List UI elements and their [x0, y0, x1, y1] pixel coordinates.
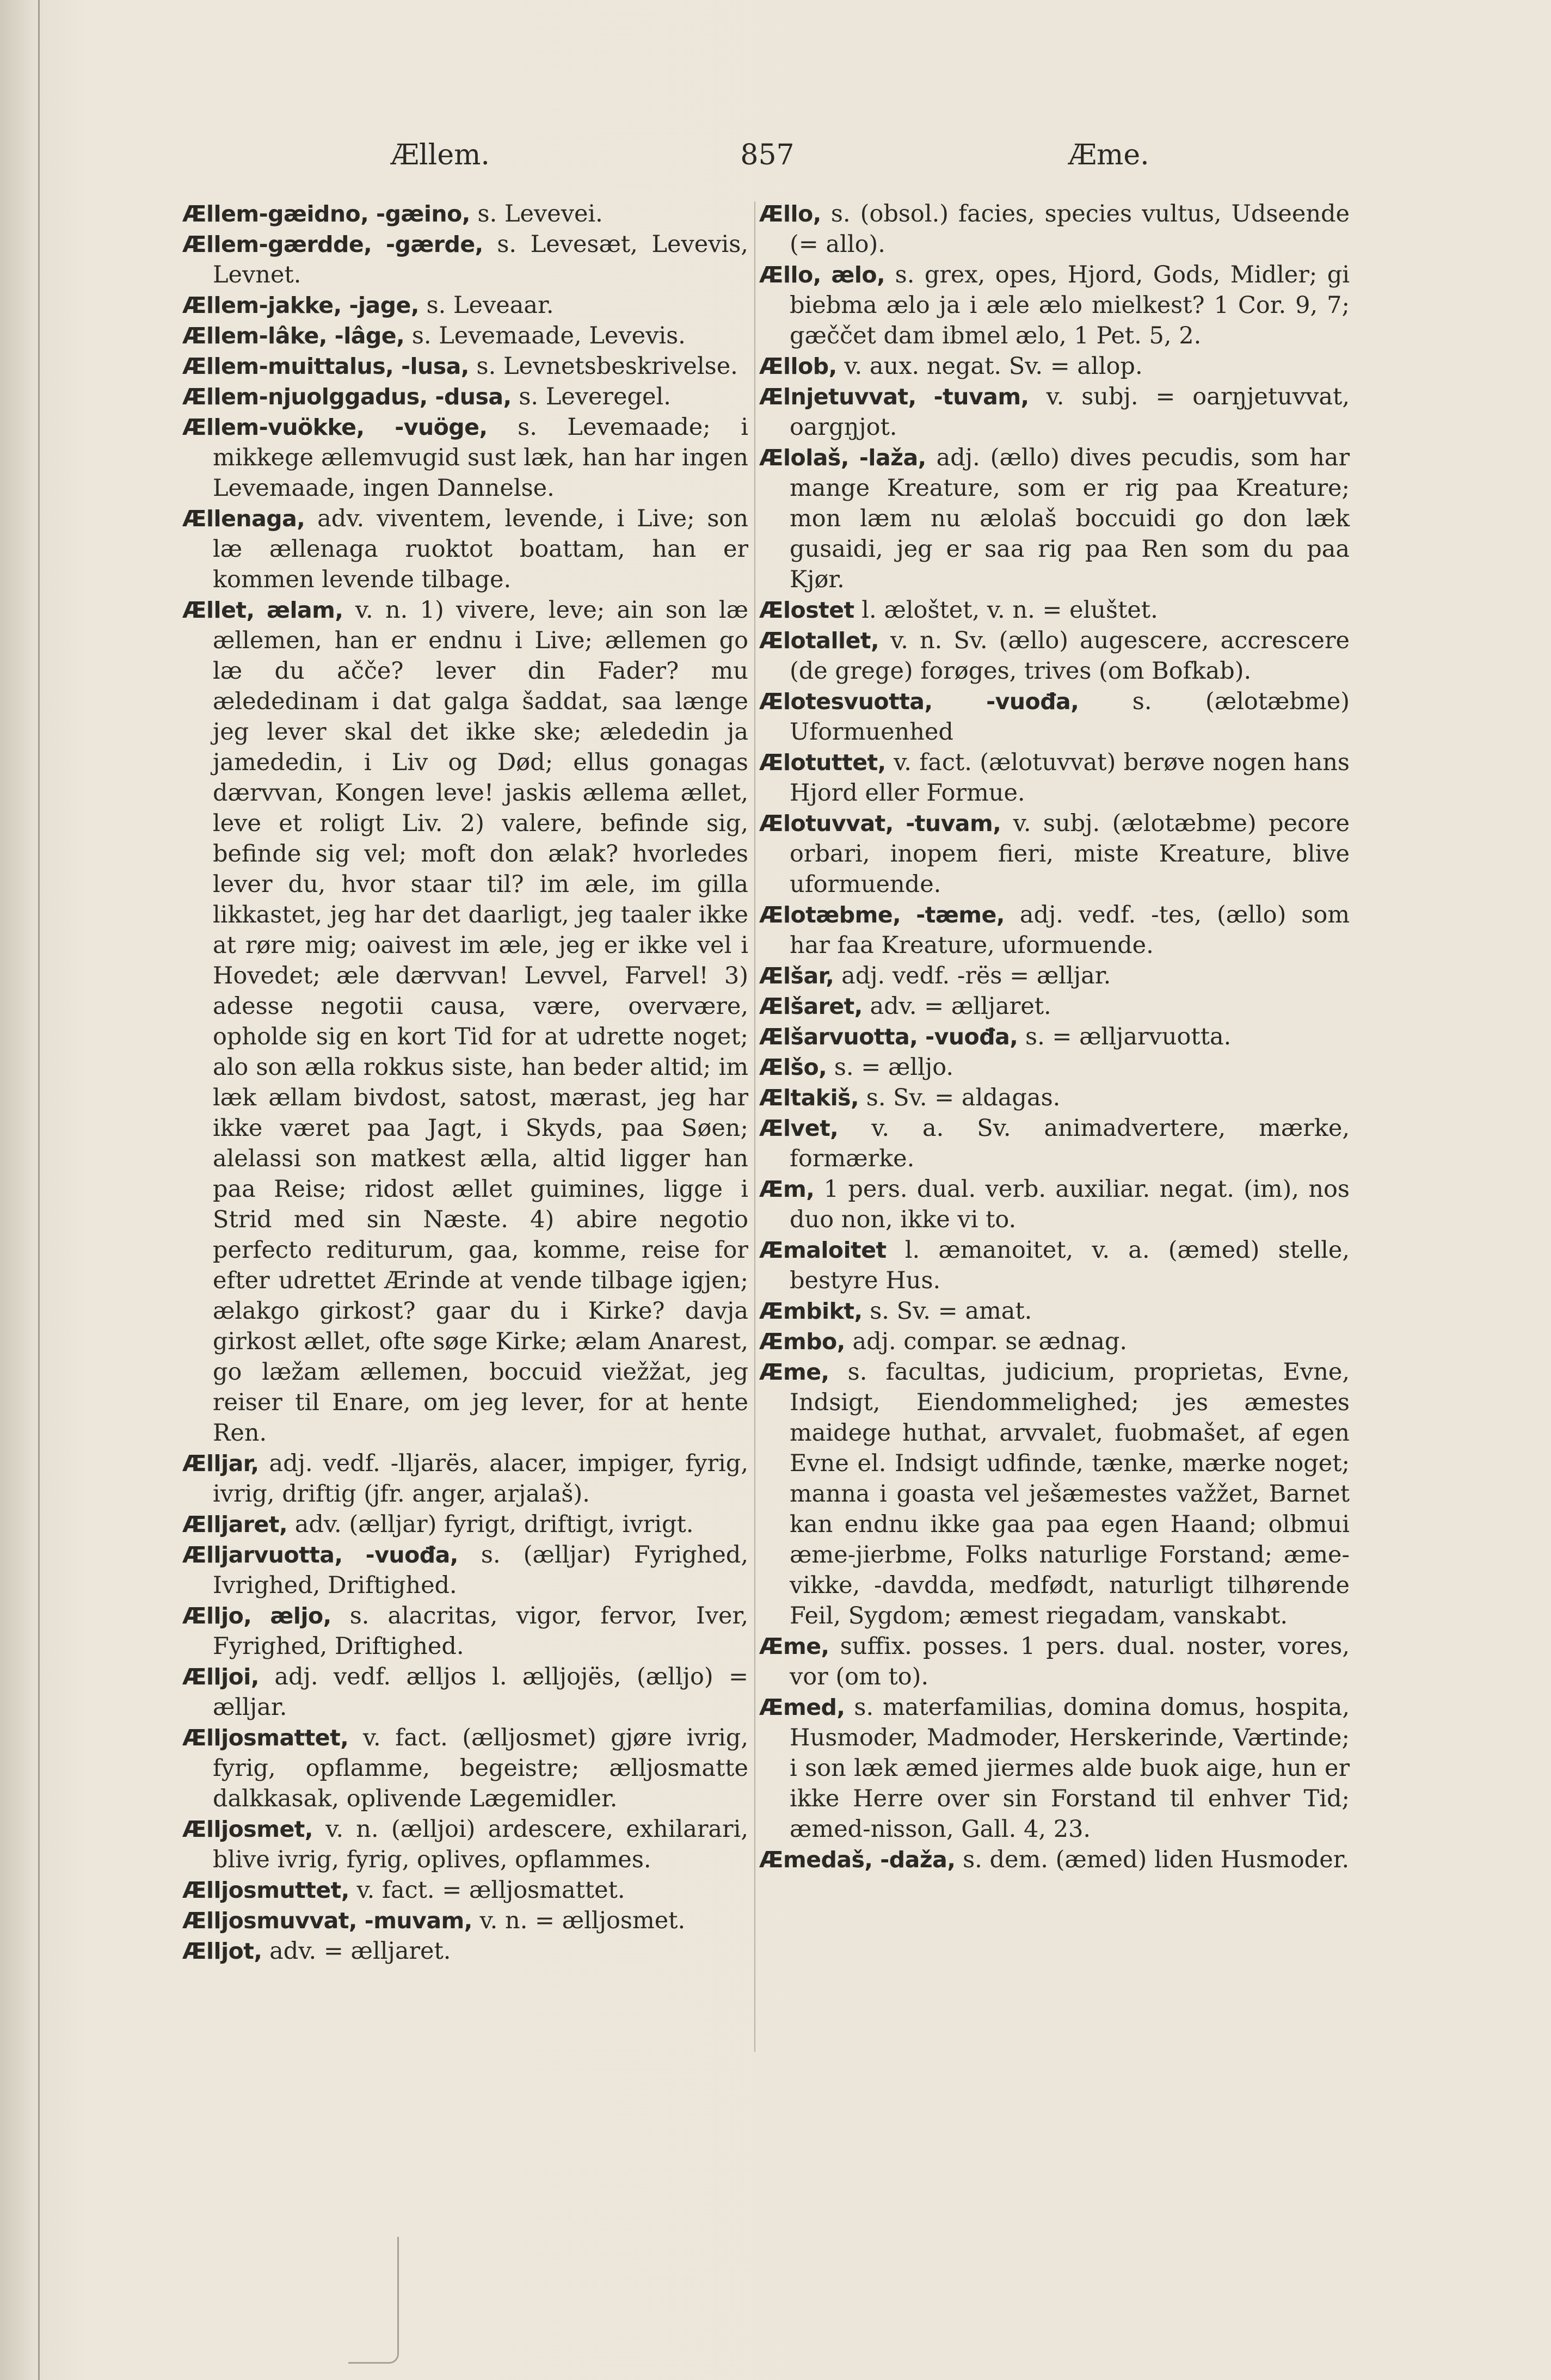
- entry-definition: s. Sv. = aldagas.: [866, 1084, 1061, 1111]
- entry-headword: Ælotuttet,: [759, 749, 886, 776]
- dictionary-entry: [759, 1052, 1350, 1083]
- dictionary-entry: [759, 747, 1350, 808]
- page-number: 857: [740, 139, 795, 171]
- entry-definition: s. grex, opes, Hjord, Gods, Midler; gi biebma ælo ja i æle ælo mielkest? 1 Cor. 9, 7; gæččet dam ibmel ælo, 1 Pet. 5, 2.: [790, 261, 1350, 349]
- entry-headword: Ælotæbme, -tæme,: [759, 902, 1005, 928]
- dictionary-entry: [759, 1326, 1350, 1357]
- entry-definition: s. Levesæt, Levevis, Levnet.: [213, 231, 748, 288]
- dictionary-entry: [759, 991, 1350, 1022]
- entry-headword: Ællem-gærdde, -gærde,: [182, 231, 483, 257]
- entry-definition: s. alacritas, vigor, fervor, Iver, Fyrighed, Driftighed.: [213, 1602, 748, 1660]
- entry-definition: adj. vedf. ælljos l. ælljojës, (ælljo) = ælljar.: [213, 1663, 748, 1721]
- dictionary-entry: [759, 1022, 1350, 1052]
- entry-headword: Ællem-vuökke, -vuöge,: [182, 414, 488, 440]
- entry-definition: adj. compar. se ædnag.: [852, 1328, 1128, 1355]
- entry-definition: s. Levemaade, Levevis.: [411, 322, 686, 349]
- entry-definition: s. Levemaade; i mikkege ællemvugid sust læk, han har ingen Levemaade, ingen Dannelse.: [213, 414, 749, 502]
- entry-headword: Ælljar,: [182, 1450, 259, 1477]
- entry-definition: s. (obsol.) facies, species vultus, Udseende (= allo).: [790, 200, 1350, 258]
- entry-headword: Ællenaga,: [182, 506, 305, 532]
- entry-headword: Ælljosmet,: [182, 1816, 313, 1842]
- entry-headword: Ælšar,: [759, 963, 834, 989]
- dictionary-entry: [759, 199, 1350, 260]
- entry-definition: suffix. posses. 1 pers. dual. noster, vores, vor (om to).: [790, 1633, 1350, 1690]
- dictionary-entry: [759, 595, 1350, 625]
- dictionary-entry: [759, 1113, 1350, 1174]
- margin-bracket: [348, 2237, 399, 2364]
- dictionary-entry: [182, 503, 748, 595]
- right-column: [759, 199, 1350, 1875]
- dictionary-entry: [759, 1296, 1350, 1326]
- dictionary-entry: [759, 382, 1350, 442]
- dictionary-entry: [182, 1662, 748, 1723]
- entry-headword: Ælolaš, -laža,: [759, 445, 926, 471]
- entry-headword: Ælnjetuvvat, -tuvam,: [759, 384, 1029, 410]
- dictionary-entry: [759, 961, 1350, 991]
- entry-headword: Ælljot,: [182, 1938, 262, 1964]
- entry-headword: Ællem-muittalus, -lusa,: [182, 353, 469, 379]
- entry-definition: s. (ælljar) Fyrighed, Ivrighed, Driftighed.: [213, 1541, 748, 1599]
- entry-definition: adv. = ælljaret.: [269, 1938, 451, 1965]
- entry-headword: Ællet, ælam,: [182, 597, 343, 623]
- entry-definition: adj. (ællo) dives pecudis, som har mange Kreature, som er rig paa Kreature; mon læm nu ælolaš boccuidi go don læk gusaidi, jeg er saa rig paa Ren som du paa Kjør.: [790, 444, 1350, 593]
- dictionary-entry: [759, 808, 1350, 900]
- entry-headword: Ælšo,: [759, 1054, 827, 1080]
- entry-headword: Ællo, ælo,: [759, 262, 885, 288]
- entry-definition: s. dem. (æmed) liden Husmoder.: [963, 1846, 1350, 1873]
- entry-definition: v. subj. (ælotæbme) pecore orbari, inopem fieri, miste Kreature, blive uformuende.: [790, 810, 1350, 898]
- entry-definition: s. = ælljo.: [834, 1054, 954, 1081]
- binding-edge: [38, 0, 40, 2380]
- entry-headword: Ælljarvuotta, -vuođa,: [182, 1542, 458, 1568]
- entry-headword: Ælotallet,: [759, 628, 879, 654]
- entry-headword: Æm,: [759, 1176, 815, 1202]
- entry-headword: Ælostet: [759, 597, 854, 623]
- entry-definition: l. æloštet, v. n. = eluštet.: [861, 596, 1158, 624]
- entry-headword: Ælljosmuvvat, -muvam,: [182, 1908, 472, 1934]
- entry-definition: v. n. = ælljosmet.: [479, 1907, 686, 1934]
- entry-definition: v. n. Sv. (ællo) augescere, accrescere (de grege) forøges, trives (om Bofkab).: [790, 627, 1350, 685]
- entry-definition: s. facultas, judicium, proprietas, Evne, Indsigt, Eiendommelighed; jes æmestes maidege huthat, arvvalet, fuobmašet, af egen Evne el. Indsigt udfinde, tænke, mærke noget; manna i goasta vel ješæmestes važžet, Barnet kan endnu ikke gaa paa egen Haand; olbmui æme-jierbme, Folks naturlige Forstand; æme-vikke, -davdda, medfødt, naturligt tilhørende Feil, Sygdom; æmest riegadam, vanskabt.: [790, 1358, 1350, 1629]
- dictionary-entry: [182, 1936, 748, 1966]
- entry-definition: adj. vedf. -lljarës, alacer, impiger, fyrig, ivrig, driftig (jfr. anger, arjalaš).: [213, 1450, 748, 1508]
- dictionary-entry: [759, 260, 1350, 351]
- entry-headword: Ælljosmattet,: [182, 1725, 349, 1751]
- entry-definition: adv. = ælljaret.: [870, 993, 1051, 1020]
- running-head-left: Ællem.: [391, 139, 490, 171]
- entry-definition: s. Leveregel.: [519, 383, 671, 410]
- entry-definition: s. Levevei.: [477, 200, 603, 227]
- entry-headword: Ælotesvuotta, -vuođa,: [759, 688, 1079, 715]
- entry-definition: s. materfamilias, domina domus, hospita, Husmoder, Madmoder, Herskerinde, Værtinde; i son læk æmed jiermes alde buok aige, hun er ikke Herre over sin Forstand til enhver Tid; æmed-nisson, Gall. 4, 23.: [790, 1694, 1350, 1843]
- entry-headword: Ællem-gæidno, -gæino,: [182, 201, 470, 227]
- dictionary-entry: [182, 290, 748, 321]
- left-column: [182, 199, 748, 1966]
- dictionary-entry: [182, 1448, 748, 1509]
- column-rule: [754, 201, 755, 2052]
- dictionary-entry: [182, 229, 748, 290]
- entry-headword: Ællem-jakke, -jage,: [182, 292, 419, 318]
- entry-definition: s. Levnetsbeskrivelse.: [476, 353, 738, 380]
- dictionary-entry: [182, 199, 748, 229]
- dictionary-entry: [759, 351, 1350, 382]
- dictionary-entry: [182, 1905, 748, 1936]
- dictionary-entry: [182, 1814, 748, 1875]
- entry-definition: s. Sv. = amat.: [870, 1297, 1032, 1325]
- entry-definition: 1 pers. dual. verb. auxiliar. negat. (im), nos duo non, ikke vi to.: [790, 1176, 1350, 1233]
- entry-headword: Æltakiš,: [759, 1085, 859, 1111]
- dictionary-entry: [759, 442, 1350, 595]
- entry-headword: Ællem-njuolggadus, -dusa,: [182, 384, 512, 410]
- running-head-right: Æme.: [1068, 139, 1149, 171]
- entry-headword: Ælljaret,: [182, 1511, 288, 1538]
- dictionary-entry: [759, 1692, 1350, 1844]
- entry-headword: Ælotuvvat, -tuvam,: [759, 810, 1001, 837]
- entry-headword: Ællem-lâke, -lâge,: [182, 323, 405, 349]
- dictionary-entry: [182, 412, 748, 503]
- dictionary-entry: [759, 1083, 1350, 1113]
- entry-definition: v. fact. (ælotuvvat) berøve nogen hans Hjord eller Formue.: [790, 749, 1350, 807]
- entry-headword: Æmedaš, -daža,: [759, 1847, 956, 1873]
- entry-definition: v. n. 1) vivere, leve; ain son læ ællemen, han er endnu i Live; ællemen go læ du ačče? lever din Fader? mu æledеdinam i dat galga šaddat, saa længe jeg lever skal det ikke ske; ælededin ja jamededin, i Liv og Død; ellus gonagas dærvvan, Kongen leve! jaskis ællema ællet, leve et roligt Liv. 2) valere, befinde sig, befinde sig vel; moft don ælak? hvorledes lever du, hvor staar til? im æle, im gilla likkastet, jeg har det daarligt, jeg taaler ikke at røre mig; oaivest im æle, jeg er ikke vel i Hovedet; æle dærvvan! Levvel, Farvel! 3) adesse negotii causa, være, overvære, opholde sig en kort Tid for at udrette noget; alo son ælla rokkus siste, han beder altid; im læk ællam bivdost, satost, mærast, jeg har ikke været paa Jagt, i Skyds, paa Søen; alelassi son matkest ælla, altid ligger han paa Reise; ridost ællet guimines, ligge i Strid med sin Næste. 4) abire negotio perfecto rediturum, gaa, komme, reise for efter udrettet Ærinde at vende tilbage igjen; ælakgo girkost? gaar du i Kirke? davja girkost ællet, ofte søge Kirke; ælam Anarest, go læžam ællemen, boccuid viežžat, jeg reiser til Enare, om jeg lever, for at hente Ren.: [213, 596, 749, 1447]
- dictionary-entry: [759, 625, 1350, 686]
- entry-definition: adj. vedf. -rës = ælljar.: [841, 962, 1111, 989]
- entry-headword: Ællo,: [759, 201, 821, 227]
- entry-headword: Æmbo,: [759, 1329, 845, 1355]
- dictionary-entry: [182, 1509, 748, 1540]
- entry-headword: Æmed,: [759, 1694, 845, 1720]
- entry-headword: Ællob,: [759, 353, 837, 379]
- entry-headword: Æmbikt,: [759, 1298, 863, 1324]
- dictionary-entry: [182, 1540, 748, 1601]
- entry-definition: v. a. Sv. animadvertere, mærke, formærke.: [790, 1115, 1350, 1172]
- dictionary-entry: [759, 1357, 1350, 1631]
- entry-headword: Ælšaret,: [759, 993, 863, 1019]
- dictionary-entry: [182, 1601, 748, 1662]
- entry-definition: s. = ælljarvuotta.: [1025, 1023, 1232, 1050]
- dictionary-entry: [182, 595, 748, 1448]
- entry-headword: Ælljoi,: [182, 1664, 259, 1690]
- entry-definition: v. aux. negat. Sv. = allop.: [844, 353, 1143, 380]
- dictionary-entry: [182, 1875, 748, 1905]
- dictionary-entry: [759, 1235, 1350, 1296]
- entry-headword: Æme,: [759, 1633, 829, 1659]
- dictionary-entry: [182, 321, 748, 351]
- dictionary-entry: [182, 351, 748, 382]
- entry-definition: adj. vedf. -tes, (ællo) som har faa Kreature, uformuende.: [790, 901, 1350, 959]
- dictionary-entry: [759, 1631, 1350, 1692]
- entry-headword: Ælljosmuttet,: [182, 1877, 349, 1903]
- entry-definition: v. fact. (ælljosmet) gjøre ivrig, fyrig, opflamme, begeistre; ælljosmatte dalkkasak, oplivende Lægemidler.: [213, 1724, 748, 1812]
- entry-definition: s. (ælotæbme) Uformuenhed: [790, 688, 1350, 746]
- entry-headword: Ællјo, æljo,: [182, 1603, 331, 1629]
- entry-headword: Æmaloitet: [759, 1237, 887, 1263]
- dictionary-entry: [759, 1174, 1350, 1235]
- entry-headword: Ælšarvuotta, -vuođa,: [759, 1024, 1018, 1050]
- dictionary-entry: [182, 1723, 748, 1814]
- entry-definition: v. n. (ælljoi) ardescere, exhilarari, blive ivrig, fyrig, oplives, opflammes.: [213, 1816, 748, 1873]
- entry-definition: adv. (ælljar) fyrigt, driftigt, ivrigt.: [294, 1511, 694, 1538]
- dictionary-entry: [182, 382, 748, 412]
- entry-definition: l. æmanoitet, v. a. (æmed) stelle, bestyre Hus.: [790, 1237, 1350, 1294]
- entry-definition: v. subj. = oarŋjetuvvat, oargŋjot.: [790, 383, 1350, 441]
- entry-headword: Æme,: [759, 1359, 829, 1385]
- dictionary-entry: [759, 686, 1350, 747]
- entry-definition: v. fact. = ælljosmattet.: [356, 1877, 625, 1904]
- entry-definition: s. Leveaar.: [426, 292, 554, 319]
- dictionary-entry: [759, 1844, 1350, 1875]
- dictionary-entry: [759, 900, 1350, 961]
- entry-headword: Ælvet,: [759, 1115, 839, 1141]
- entry-definition: adv. viventem, levende, i Live; son læ ællenaga ruoktot boattam, han er kommen levende tilbage.: [213, 505, 748, 593]
